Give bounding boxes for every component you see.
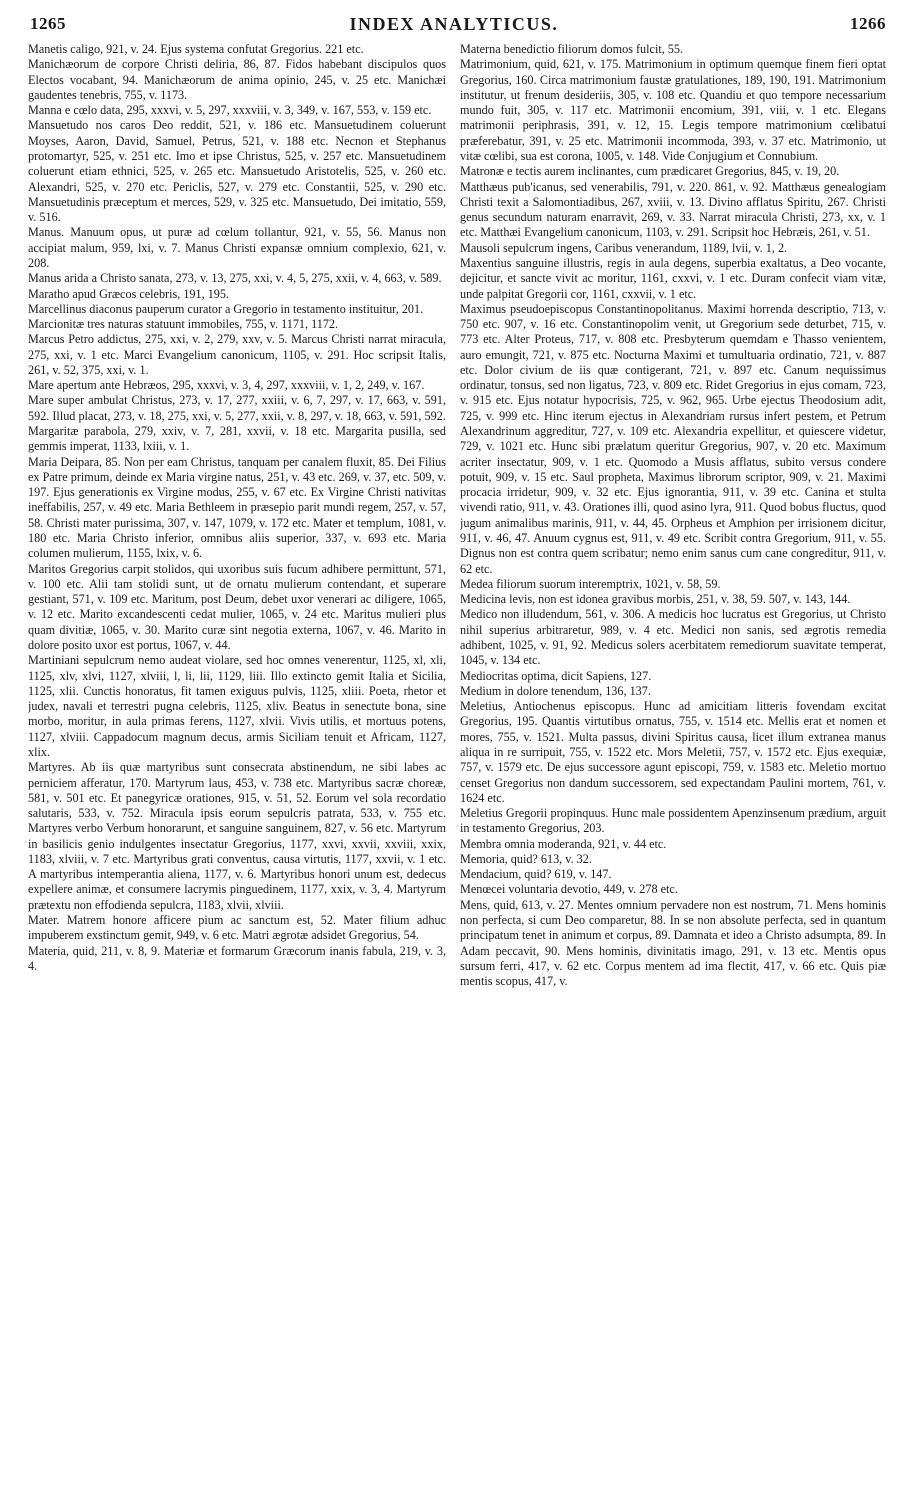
index-entry: Martyres. Ab iis quæ martyribus sunt consecrata abstinendum, ne sibi labes ac perniciem afferatur, 170. Martyrum laus, 453, v. 738 etc. Martyribus sacræ choreæ, 581, v. 501 etc. Et panegyricæ orationes, 915, v. 51, 52. Eorum vel sola recordatio salutaris, 533, v. 752. Miracula ipsis eorum sepulcris patrata, 533, v. 755 etc. Martyres verbo Verbum honorarunt, et sanguine sanguinem, 827, v. 56 etc. Martyrum in basilicis genio indulgentes insectatur Gregorius, 1177, xxvi, xxvii, xxviii, xxix, 1183, xlviii, v. 7 etc. Martyribus grati conventus, causa virtutis, 1177, xxvii, v. 1 etc. A martyribus intemperantia aliena, 1177, v. 6. Martyribus honori unum est, dedecus expellere animæ, et consumere lacrymis pinguedinem, 1177, xxix, v. 3, 4. Martyrum prætextu non effodienda sepulcra, 1183, xlvii, xlviii. — [28, 760, 446, 912]
index-entry: Matronæ e tectis aurem inclinantes, cum prædicaret Gregorius, 845, v. 19, 20. — [460, 164, 840, 179]
index-entry: Marcus Petro addictus, 275, xxi, v. 2, 279, xxv, v. 5. Marcus Christi narrat miracula, 275, xxi, v. 1 etc. Marci Evangelium canonicum, 1105, v. 291. Hoc scripsit Italis, 261, v. 52, 375, xxi, v. 1. — [28, 332, 446, 377]
index-entry: Mausoli sepulcrum ingens, Caribus venerandum, 1189, lvii, v. 1, 2. — [460, 240, 788, 255]
index-entry: Medea filiorum suorum interemptrix, 1021, v. 58, 59. — [460, 576, 721, 591]
index-entry: Maritos Gregorius carpit stolidos, qui uxoribus suis fucum adhibere permittunt, 571, v. 100 etc. Alii tam stolidi sunt, ut de ornatu mulierum contendant, et superare gestiant, 571, v. 109 etc. Maritum, post Deum, debet uxor venerari ac diligere, 1065, v. 12 etc. Marito excandescenti cedat mulier, 1065, v. 24 etc. Maritus mulieri plus quam divitiæ, 1065, v. 30. Marito curæ sint negotia externa, 1067, v. 46. Marito in dolore posito uxor est portus, 1067, v. 44. — [28, 561, 446, 652]
index-entry: Medium in dolore tenendum, 136, 137. — [460, 683, 651, 698]
index-entry: Maria Deipara, 85. Non per eam Christus, tanquam per canalem fluxit, 85. Dei Filius ex Patre primum, deinde ex Maria virgine natus, 251, v. 43 etc. 269, v. 37, etc. 509, v. 197. Ejus generationis ex Virgine modus, 255, v. 67 etc. Ex Virgine Christi nativitas ineffabilis, 257, v. 49 etc. Maria Bethleem in præsepio parit mundi regem, 257, v. 57, 58. Christi mater purissima, 307, v. 147, 1079, v. 172 etc. Mater et templum, 1081, v. 180 etc. Maria Christo inferior, omnibus aliis superior, 337, v. 693 etc. Maria columen mulierum, 1155, lxix, v. 6. — [28, 454, 446, 561]
index-entry: Medico non illudendum, 561, v. 306. A medicis hoc lucratus est Gregorius, ut Christo nihil superius arbitraretur, 989, v. 4 etc. Medici non sanis, sed ægrotis remedia adhibent, 1025, v. 91, 92. Medicus solers acerbitatem remediorum suavitate temperat, 1045, v. 134 etc. — [460, 607, 886, 668]
index-entry: Marcellinus diaconus pauperum curator a Gregorio in testamento instituitur, 201. — [28, 301, 424, 316]
page-number-left: 1265 — [30, 14, 66, 33]
index-entry: Manus arida a Christo sanata, 273, v. 13, 275, xxi, v. 4, 5, 275, xxii, v. 4, 663, v. 589. — [28, 271, 442, 286]
index-entry: Mansuetudo nos caros Deo reddit, 521, v. 186 etc. Mansuetudinem coluerunt Moyses, Aaron, David, Samuel, Petrus, 521, v. 188 etc. Necnon et Stephanus protomartyr, 525, v. 251 etc. Imo et ipse Christus, 525, v. 257 etc. Mansuetudinem coluerunt etiam ethnici, 525, v. 265 etc. Mansuetudo Aristotelis, 525, v. 260 etc. Alexandri, 525, v. 270 etc. Periclis, 527, v. 279 etc. Constantii, 525, v. 290 etc. Mansuetudinis præceptum et merces, 529, v. 325 etc. Mansuetudo, Dei imitatio, 559, v. 516. — [28, 118, 446, 225]
index-entry: Maxentius sanguine illustris, regis in aula degens, superbia exaltatus, a Deo vocante, dejicitur, et sancte vivit ac moritur, 1161, cxxvi, v. 1 etc. Duram confecit viam vitæ, unde palpitat Gregorii cor, 1161, cxxvii, v. 1 etc. — [460, 255, 886, 301]
left-column — [28, 42, 446, 1494]
page-title: INDEX ANALYTICUS. — [349, 14, 559, 34]
index-entry: Mediocritas optima, dicit Sapiens, 127. — [460, 668, 652, 683]
index-entry: Mens, quid, 613, v. 27. Mentes omnium pervadere non est nostrum, 71. Mens hominis non perfecta, si cum Deo comparetur, 88. In se non absolute perfecta, sed in quantum principatum tenet in animum et corpus, 89. Damnata et ideo a Christo adsumpta, 89. In Adam peccavit, 90. Mens hominis, divinitatis imago, 291, v. 13 etc. Mentis opus sursum ferri, 417, v. 62 etc. Corpus mentem ad ima flectit, 417, v. 66 etc. Quis piæ mentis scopus, 417, v. — [460, 897, 886, 989]
index-entry: Meletius, Antiochenus episcopus. Hunc ad amicitiam litteris fovendam excitat Gregorius, 195. Quantis virtutibus ornatus, 755, v. 1514 etc. Mellis erat et nomen et mores, 755, v. 1521. Multa passus, divini Spiritus causa, licet illum extranea manus aliqua in re surripuit, 755, v. 1522 etc. Mors Meletii, 757, v. 1572 etc. Ejus exequiæ, 757, v. 1579 etc. De ejus successore agunt episcopi, 759, v. 1583 etc. Meletio mortuo censet Gregorius non dandum successorem, sed expectandam Paulini mortem, 761, v. 1624 etc. — [460, 699, 886, 805]
index-entry: Matthæus pub'icanus, sed venerabilis, 791, v. 220. 861, v. 92. Matthæus genealogiam Christi texit a Salomontiadibus, 267, xviii, v. 13. Divino afflatus Spiritu, 267. Christi genus secundum naturam enarravit, 269, v. 33. Narrat miracula Christi, 273, xx, v. 1 etc. Matthæi Evangelium canonicum, 1103, v. 291. Scripsit hoc Hebræis, 261, v. 51. — [460, 179, 886, 240]
index-entry: Medicina levis, non est idonea gravibus morbis, 251, v. 38, 59. 507, v. 143, 144. — [460, 592, 851, 607]
index-entry: Memoria, quid? 613, v. 32. — [460, 851, 592, 866]
index-entry: Maratho apud Græcos celebris, 191, 195. — [28, 286, 230, 301]
index-entry: Martiniani sepulcrum nemo audeat violare, sed hoc omnes venerentur, 1125, xl, xli, 1125, xlv, xlvi, 1127, xlviii, l, li, lii, 1129, liii. Illo extincto gemit Italia et Sicilia, 1125, xlii. Cunctis honoratus, fit tamen exiguus pulvis, 1125, xliii. Poeta, rhetor et judex, navali et terrestri pugna celebris, 1125, xliv. Beatus in senectute bona, sine morbo, moritur, in aula primas ferens, 1127, xlvii. Vivis utilis, et mortuus potens, 1127, xlviii. Cappadocum magnum decus, armis Siciliam tenuit et Africam, 1127, xlix. — [28, 653, 446, 759]
index-entry: Manna e cœlo data, 295, xxxvi, v. 5, 297, xxxviii, v. 3, 349, v. 167, 553, v. 159 etc. — [28, 103, 432, 118]
index-entry: Meletius Gregorii propinquus. Hunc male possidentem Apenzinsenum prædium, arguit in testamento Gregorius, 203. — [460, 806, 886, 836]
index-entry: Menœcei voluntaria devotio, 449, v. 278 etc. — [460, 882, 678, 897]
index-entry: Materia, quid, 211, v. 8, 9. Materiæ et formarum Græcorum inanis fabula, 219, v. 3, 4. — [28, 943, 446, 973]
index-entry: Mare apertum ante Hebræos, 295, xxxvi, v. 3, 4, 297, xxxviii, v. 1, 2, 249, v. 167. — [28, 378, 425, 393]
index-entry: Maximus pseudoepiscopus Constantinopolitanus. Maximi horrenda descriptio, 713, v. 750 etc. 907, v. 16 etc. Constantinopolim venit, ut Gregorium sede deturbet, 715, v. 773 etc. Alter Proteus, 717, v. 808 etc. Presbyterum quemdam e Thasso venientem, auro emungit, 721, v. 875 etc. Nocturna Maximi et tumultuaria ordinatio, 721, v. 887 etc. Dolor civium de iis quæ contigerant, 721, v. 897 etc. Canum nequissimus ordinatur, tonsus, sed non ligatus, 723, v. 809 etc. Ridet Gregorius in ejus comam, 723, v. 915 etc. Ejus notatur hypocrisis, 725, v. 962, 965. Urbe ejectus Theodosium adit, 725, v. 999 etc. Hinc iterum ejectus in Alexandriam rursus infert pestem, et Petrum Alexandrinum aggreditur, 727, v. 109 etc. Alexandria expellitur, et quiescere videtur, 729, v. 1021 etc. Hunc sibi prælatum queritur Gregorius, 907, v. 20 etc. Maximum acriter insectatur, 909, v. 1 etc. Quomodo a Musis afflatus, subito versus condere potuit, 909, v. 15 etc. Saul propheta, Maximus librorum scriptor, 909, v. 21. Maximi procacia irridetur, 909, v. 32 etc. Ejus ignorantia, 911, v. 39 etc. Canina et stulta vivendi ratio, 911, v. 43. Orationes illi, quod asino lyra, 911. Quod bobus fluctus, quod jugum animalibus marinis, 911, v. 44, 45. Orpheus et Amphion per irrisionem dicitur, 911, v. 46, 47. Anuum cygnus est, 911, v. 49 etc. Scribit contra Gregorium, 911, v. 55. Dignus non est contra quem scribatur; nemo enim sanus cum cane congreditur, 911, v. 62 etc. — [460, 301, 886, 576]
index-entry: Mendacium, quid? 619, v. 147. — [460, 867, 612, 882]
index-entry: Manetis caligo, 921, v. 24. Ejus systema confutat Gregorius. 221 etc. — [28, 42, 364, 56]
index-entry: Membra omnia moderanda, 921, v. 44 etc. — [460, 836, 667, 851]
index-entry: Marcionitæ tres naturas statuunt immobiles, 755, v. 1171, 1172. — [28, 317, 339, 332]
index-entry: Manichæorum de corpore Christi deliria, 86, 87. Fidos habebant discipulos quos Electos vocabant, 94. Manichæorum de anima opinio, 245, v. 25 etc. Manichæi gaudentes tenebris, 755, v. 1173. — [28, 57, 446, 102]
page-header — [22, 8, 886, 42]
index-entry: Mare super ambulat Christus, 273, v. 17, 277, xxiii, v. 6, 7, 297, v. 17, 663, v. 591, 592. Illud placat, 273, v. 18, 275, xxi, v. 5, 277, xxii, v. 8, 297, v. 18, 663, v. 591, 592. — [28, 393, 446, 423]
index-entry: Matrimonium, quid, 621, v. 175. Matrimonium in optimum quemque finem fieri optat Gregorius, 160. Circa matrimonium faustæ gratulationes, 189, 190, 191. Matrimonium institutur, ut frenum desideriis, 305, v. 108 etc. Quandiu et quo tempore necessarium mundo fuit, 305, v. 117 etc. Matrimonii encomium, 391, viii, v. 1 etc. Elegans matrimonii periphrasis, 391, v. 12, 15. Legis tempore matrimonium cœlibatui præferebatur, 391, v. 25 etc. Matrimonii incommoda, 393, v. 37 etc. Matrimonio, ut vitæ cœlibi, sua est corona, 1005, v. 148. Vide Conjugium et Connubium. — [460, 57, 886, 163]
right-column — [460, 42, 886, 1494]
index-entry: Margaritæ parabola, 279, xxiv, v. 7, 281, xxvii, v. 18 etc. Margarita pusilla, sed gemmis imperat, 1133, lxiii, v. 1. — [28, 424, 446, 454]
page-number-right: 1266 — [850, 14, 886, 33]
index-entry: Mater. Matrem honore afficere pium ac sanctum est, 52. Mater filium adhuc impuberem exstinctum gemit, 949, v. 6 etc. Matri ægrotæ adsidet Gregorius, 54. — [28, 913, 446, 943]
index-entry: Materna benedictio filiorum domos fulcit, 55. — [460, 42, 684, 56]
index-entry: Manus. Manuum opus, ut puræ ad cœlum tollantur, 921, v. 55, 56. Manus non accipiat malum, 959, lxi, v. 7. Manus Christi expansæ omnium complexio, 621, v. 208. — [28, 225, 446, 270]
